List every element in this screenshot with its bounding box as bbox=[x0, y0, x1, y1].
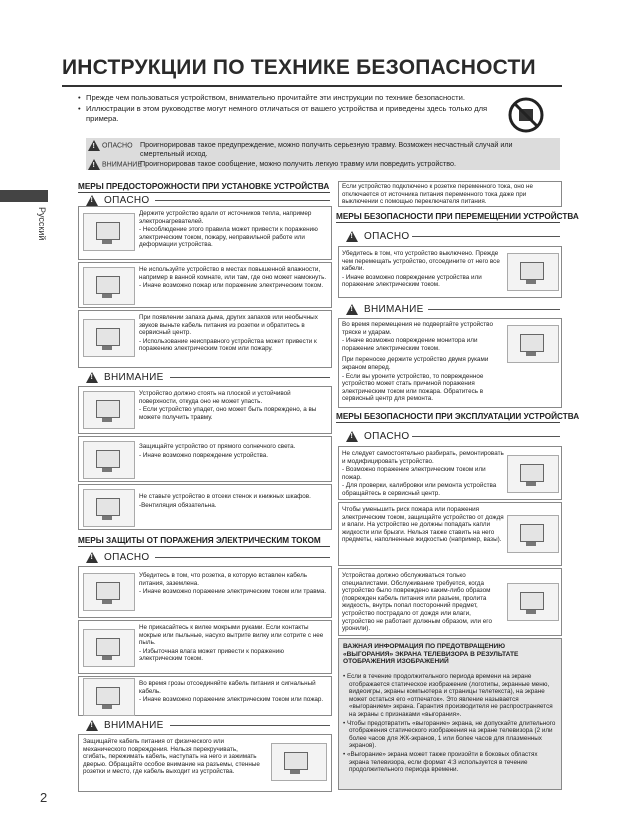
legend-danger-tag: ОПАСНО bbox=[102, 142, 133, 150]
item-note: - Иначе возможно поражение электрическим током или травма. bbox=[139, 588, 327, 596]
intro-item: • Прежде чем пользоваться устройством, внимательно прочитайте эти инструкции по технике безопасности. bbox=[78, 93, 498, 103]
carry-illustration bbox=[507, 325, 559, 363]
shock-danger-label: ! ОПАСНО bbox=[86, 550, 149, 564]
install-danger-item bbox=[78, 262, 332, 308]
item-text: Защищайте устройство от прямого солнечного света. bbox=[139, 443, 296, 450]
install-caution-item bbox=[78, 386, 332, 434]
stand-illustration bbox=[83, 391, 135, 429]
install-caution-item bbox=[78, 484, 332, 530]
item-note: - Иначе возможно пожар или поражение электрическим током. bbox=[139, 282, 324, 290]
item-note: - Иначе возможно повреждение устройства. bbox=[139, 451, 269, 459]
danger-icon bbox=[346, 431, 358, 442]
outlet-illustration bbox=[83, 573, 135, 611]
burn-in-item: • «Выгорание» экрана может также произойти в боковых областях экрана телевизора, если формат 4:3 используется в течение продолжительного периода времени. bbox=[343, 750, 538, 774]
cable-illustration bbox=[271, 743, 327, 781]
item-text: Защищайте кабель питания от физического или механического повреждения. Нельзя перекручивать, сгибать, пережимать кабель, наступать на него и зажимать дверью. Обращайте особое внимание на разъемы, стенные розетки и место, где кабель выходит из устройства. bbox=[83, 738, 260, 776]
use-danger-item: Чтобы уменьшить риск пожара или поражения электрическим током, защищайте устройство от дождя и влаги. На устройство не должны попадать капли жидкости или брызги. Нельзя также ставить на него предметы, наполненные жидкостью (например, вазы). bbox=[338, 502, 562, 566]
shock-heading: МЕРЫ ЗАЩИТЫ ОТ ПОРАЖЕНИЯ ЭЛЕКТРИЧЕСКИМ ТОКОМ bbox=[78, 536, 330, 547]
danger-icon bbox=[86, 552, 98, 563]
legend-box bbox=[86, 138, 560, 170]
title-rule bbox=[62, 85, 562, 87]
intro-item: • Иллюстрации в этом руководстве могут немного отличаться от вашего устройства и приведены здесь только для примера. bbox=[78, 104, 498, 124]
item-note: - Если устройство упадет, оно может быть повреждено, а вы можете получить травму. bbox=[139, 406, 317, 421]
wet-hands-illustration bbox=[83, 629, 135, 667]
shock-caution-label: ! ВНИМАНИЕ bbox=[86, 718, 164, 732]
item-note: - Иначе возможно повреждение монитора или поражение электрическим током. bbox=[342, 337, 478, 352]
install-heading: МЕРЫ ПРЕДОСТОРОЖНОСТИ ПРИ УСТАНОВКЕ УСТРОЙСТВА bbox=[78, 182, 330, 191]
item-note: - Если вы уроните устройство, то поврежденное устройство может стать причиной поражения электрическим током или пожара. Обратитесь в сервисный центр для ремонта. bbox=[342, 372, 484, 403]
disassemble-illustration bbox=[507, 455, 559, 493]
shock-caution-item bbox=[78, 734, 332, 792]
item-text: При переноске держите устройство двумя руками экраном вперед. bbox=[342, 356, 489, 371]
heater-illustration bbox=[83, 213, 135, 251]
item-text: Во время грозы отсоединяйте кабель питания и сигнальный кабель. bbox=[139, 680, 316, 695]
sunlight-illustration bbox=[83, 441, 135, 479]
item-text: Не ставьте устройство в отсеки стенок и книжных шкафов. bbox=[139, 493, 311, 500]
shock-danger-item bbox=[78, 676, 332, 716]
caution-icon bbox=[346, 304, 358, 315]
service-illustration bbox=[507, 583, 559, 621]
side-language-label: Русский bbox=[37, 207, 47, 241]
bathroom-illustration bbox=[83, 267, 135, 305]
item-text: При появлении запаха дыма, других запахов или необычных звуков выньте кабель питания из розетки и обратитесь в сервисный центр. bbox=[139, 314, 318, 337]
burn-in-box bbox=[338, 638, 562, 790]
item-note: -Вентиляция обязательна. bbox=[139, 501, 217, 509]
use-danger-label: ! ОПАСНО bbox=[346, 429, 409, 443]
intro-list bbox=[78, 93, 498, 125]
use-danger-item bbox=[338, 446, 562, 500]
bookshelf-illustration bbox=[83, 489, 135, 527]
move-caution-label: ! ВНИМАНИЕ bbox=[346, 302, 424, 316]
install-caution-label: ! ВНИМАНИЕ bbox=[86, 370, 164, 384]
use-danger-item: Устройства должно обслуживаться только специалистами. Обслуживание требуется, когда устройство было повреждено каким-либо образом (поврежден кабель питания или разъем, пролита жидкость, внутрь попал посторонний предмет, устройство пострадало от дождя или влаги, устройство не работает должным образом, или его уронили). bbox=[338, 568, 562, 636]
unplug-illustration bbox=[507, 253, 559, 291]
danger-icon bbox=[86, 195, 98, 206]
item-text: Во время перемещения не подвергайте устройство тряске и ударам. bbox=[342, 321, 493, 336]
item-text: Убедитесь в том, что розетка, в которую вставлен кабель питания, заземлена. bbox=[139, 572, 308, 587]
install-caution-item bbox=[78, 436, 332, 482]
caution-icon bbox=[86, 372, 98, 383]
item-note: - Использование неисправного устройства может привести к поражению электрическим током или пожару. bbox=[139, 337, 317, 353]
use-heading: МЕРЫ БЕЗОПАСНОСТИ ПРИ ЭКСПЛУАТАЦИИ УСТРОЙСТВА bbox=[336, 412, 580, 421]
install-danger-label: ! ОПАСНО bbox=[86, 193, 149, 207]
item-text: Устройство должно стоять на плоской и устойчивой поверхности, откуда оно не может упасть. bbox=[139, 390, 291, 405]
item-note: - Для проверки, калибровки или ремонта устройства обращайтесь в сервисный центр. bbox=[342, 482, 497, 497]
shock-danger-item bbox=[78, 620, 332, 674]
rain-illustration bbox=[507, 515, 559, 553]
lightning-illustration bbox=[83, 678, 135, 716]
caution-icon bbox=[86, 720, 98, 731]
item-note: - Избыточная влага может привести к поражению электрическим током. bbox=[139, 647, 284, 663]
smoke-illustration bbox=[83, 319, 135, 357]
burn-in-item: • Чтобы предотвратить «выгорание» экрана, не допускайте длительного отображения статического изображения на экране телевизора (2 или более часов для ЖК-экранов, 1 или более часов для плазменных экранов). bbox=[343, 719, 556, 750]
legend-caution-tag: ВНИМАНИЕ bbox=[102, 161, 143, 169]
item-note: - Несоблюдение этого правила может привести к поражению электрическим током, пожару, неправильной работе или деформации устройства. bbox=[139, 226, 318, 249]
burn-in-item: • Если в течение продолжительного периода времени на экране отображается статическое изображение (логотипы, экранные меню, видеоигры, экраны компьютера и страницы телетекста), на экране может остаться его «отпечаток». Это явление называется «выгоранием» экрана. Гарантия производителя не распространяется на экраны с признаками «выгорания». bbox=[343, 673, 553, 718]
legend-danger-text: Проигнорировав такое предупреждение, можно получить серьезную травму. Возможен несчастный случай или смертельный исход. bbox=[140, 140, 513, 158]
item-note: - Возможно поражение электрическим током или пожар. bbox=[342, 466, 486, 481]
item-text: Убедитесь в том, что устройство выключено. Прежде чем перемещать устройство, отсоедините от него все кабели. bbox=[342, 250, 500, 273]
danger-icon bbox=[88, 140, 100, 151]
move-danger-label: ! ОПАСНО bbox=[346, 229, 409, 243]
burn-in-heading: ВАЖНАЯ ИНФОРМАЦИЯ ПО ПРЕДОТВРАЩЕНИЮ «ВЫГОРАНИЯ» ЭКРАНА ТЕЛЕВИЗОРА В РЕЗУЛЬТАТЕ ОТОБРАЖЕНИЯ ИЗОБРАЖЕНИЙ bbox=[343, 643, 519, 666]
item-note: - Иначе возможно повреждение устройства или поражение электрическим током. bbox=[342, 273, 482, 289]
page-number: 2 bbox=[40, 790, 48, 805]
item-text: Держите устройство вдали от источников тепла, например электронагревателей. bbox=[139, 210, 312, 225]
install-danger-item bbox=[78, 206, 332, 260]
item-note: - Иначе возможно поражение электрическим током или пожар. bbox=[139, 696, 324, 704]
no-disassemble-icon bbox=[508, 97, 544, 133]
ac-power-note: Если устройство подключено к розетке переменного тока, оно не отключается от источника питания переменного тока даже при выключении с помощью переключателя питания. bbox=[338, 181, 562, 207]
legend-caution-text: Проигнорировав такое сообщение, можно получить легкую травму или повредить устройство. bbox=[140, 159, 456, 168]
move-caution-item bbox=[338, 318, 562, 408]
item-text: Не следует самостоятельно разбирать, ремонтировать и модифицировать устройство. bbox=[342, 450, 504, 465]
move-danger-item bbox=[338, 246, 562, 298]
move-heading: МЕРЫ БЕЗОПАСНОСТИ ПРИ ПЕРЕМЕЩЕНИИ УСТРОЙСТВА bbox=[336, 212, 579, 221]
install-danger-item bbox=[78, 310, 332, 368]
shock-danger-item bbox=[78, 566, 332, 618]
item-text: Не используйте устройство в местах повышенной влажности, например в ванной комнате, или там, где оно может намокнуть. bbox=[139, 266, 327, 281]
item-text: Не прикасайтесь к вилке мокрыми руками. Если контакты мокрые или пыльные, насухо вытрите вилку или сотрите с нее пыль. bbox=[139, 624, 324, 647]
page-title: ИНСТРУКЦИИ ПО ТЕХНИКЕ БЕЗОПАСНОСТИ bbox=[62, 56, 536, 79]
danger-icon bbox=[346, 231, 358, 242]
caution-icon bbox=[88, 159, 100, 170]
side-tab bbox=[0, 190, 48, 202]
